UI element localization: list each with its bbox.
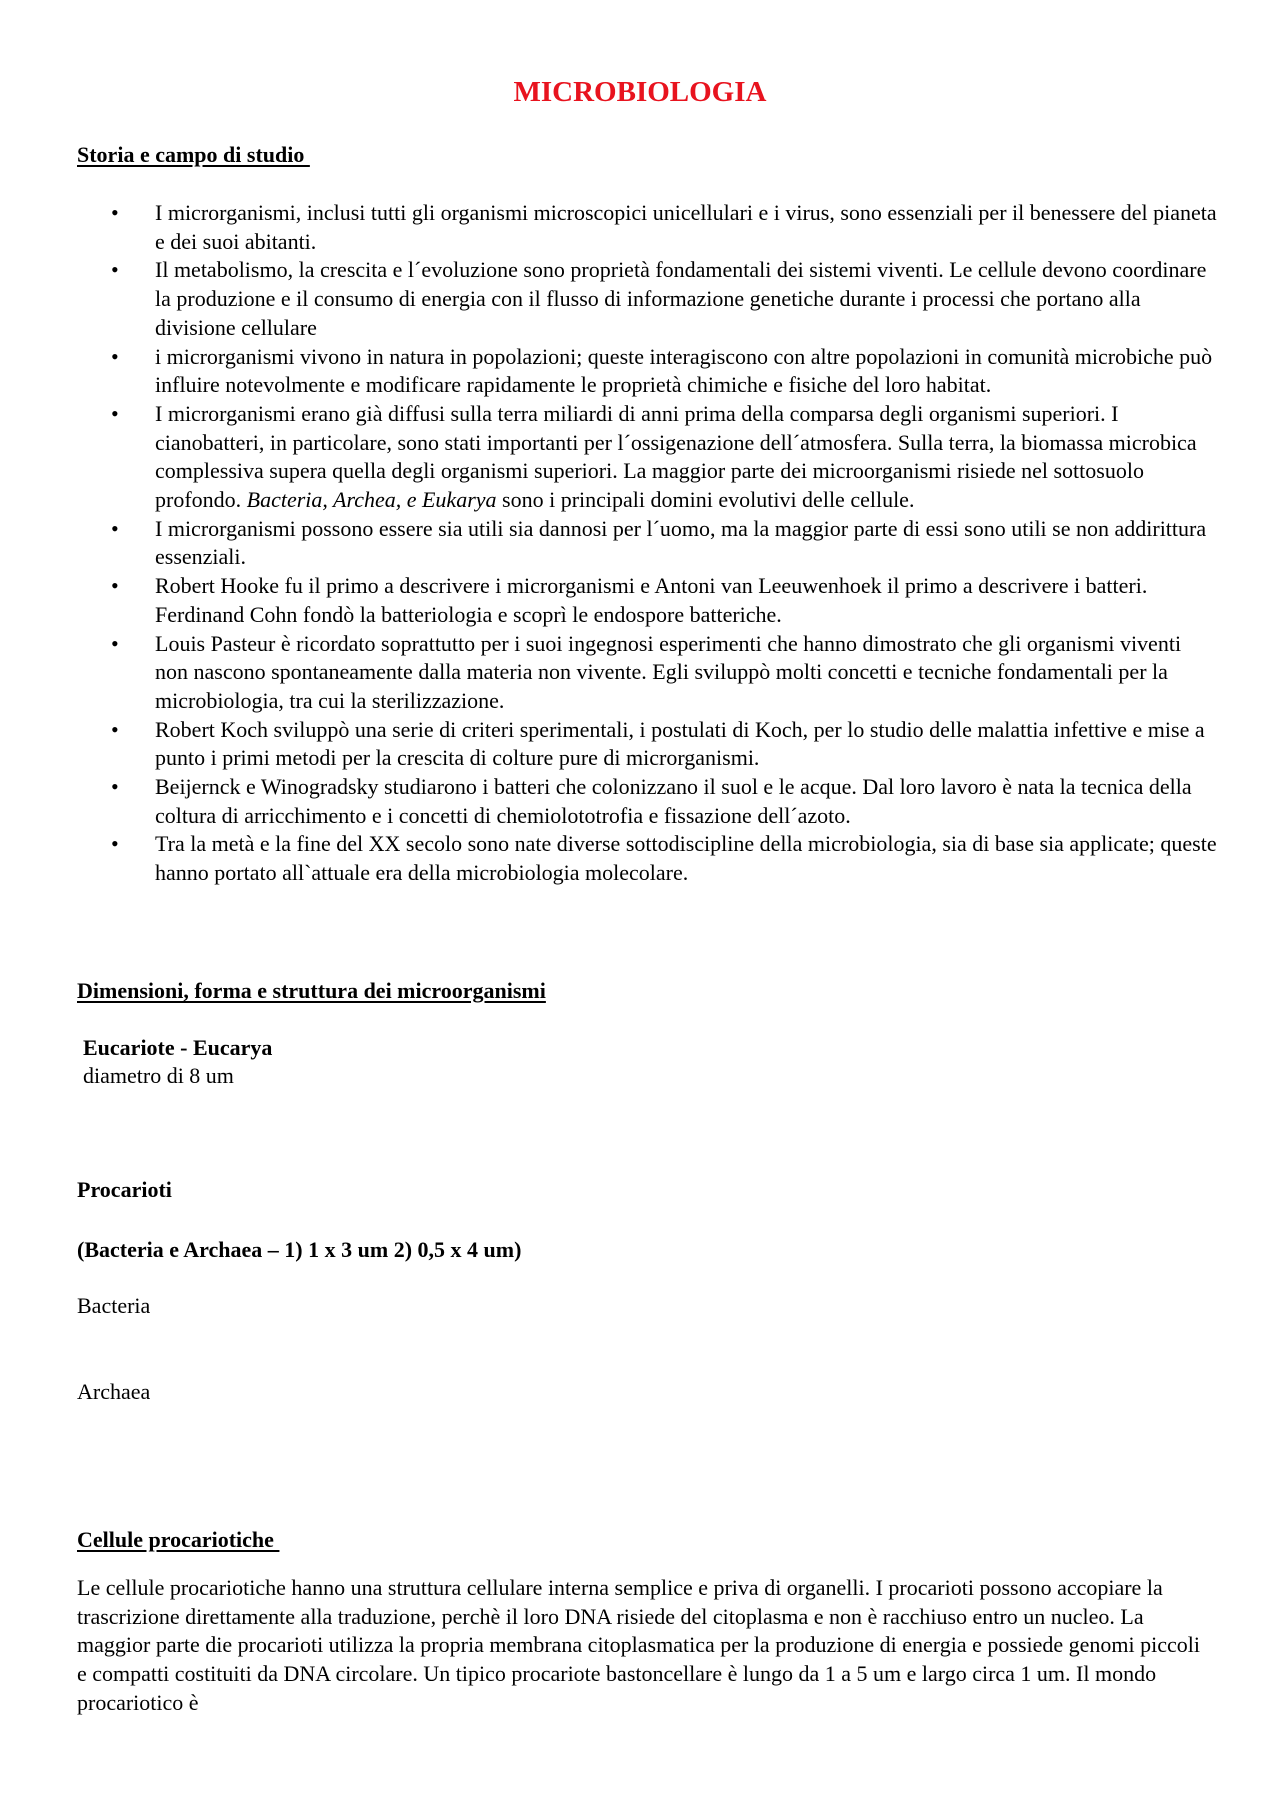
section-heading-storia: Storia e campo di studio <box>77 142 310 167</box>
list-item-text: Robert Koch sviluppò una serie di criteri sperimentali, i postulati di Koch, per lo studio delle malattia infettive e mise a punto i primi metodi per la crescita di colture pure di microrganismi. <box>155 716 1205 771</box>
list-item-text-part: I microrganismi erano già diffusi sulla terra miliardi di anni prima della comparsa degli organismi superiori. I cianobatteri, in particolare, sono stati importanti per l´ossigenazione dell´atmosfera. Sulla terra, la biomassa microbica complessiva supera quella degli organismi superiori. La maggior parte dei microorganismi risiede nel sottosuolo profondo. <box>155 400 1197 513</box>
list-item <box>0 515 1217 572</box>
list-item <box>0 830 1217 887</box>
bullet-icon: • <box>111 343 119 369</box>
list-item-text-part: sono i principali domini evolutivi delle cellule. <box>496 487 915 513</box>
list-item-text: Beijernck e Winogradsky studiarono i batteri che colonizzano il suol e le acque. Dal loro lavoro è nata la tecnica della coltura di arricchimento e i concetti di chemiolototrofia e fissazione dell´azoto. <box>155 774 1192 828</box>
eukaryote-label: Eucariote - Eucarya <box>83 1035 273 1060</box>
list-item-text: I microrganismi possono essere sia utili sia dannosi per l´uomo, ma la maggior parte di essi sono utili se non addirittura essenziali. <box>155 515 1207 570</box>
bullet-icon: • <box>111 573 119 599</box>
list-item <box>0 716 1217 773</box>
bullet-icon: • <box>111 831 119 857</box>
bullet-icon: • <box>111 515 119 541</box>
list-item-text: Robert Hooke fu il primo a descrivere i microrganismi e Antoni van Leeuwenhoek il primo a descrivere i batteri. Ferdinand Cohn fondò la batteriologia e scoprì le endospore batteriche. <box>155 573 1148 627</box>
list-item-text <box>155 400 1217 515</box>
bullet-icon: • <box>111 200 119 225</box>
bullet-icon: • <box>111 400 119 426</box>
list-item-text: I microrganismi, inclusi tutti gli organismi microscopici unicellulari e i virus, sono essenziali per il benessere del pianeta e dei suoi abitanti. <box>155 200 1217 254</box>
list-item <box>0 773 1217 830</box>
bacteria-label: Bacteria <box>77 1293 151 1318</box>
section-heading-dimensioni: Dimensioni, forma e struttura dei microorganismi <box>77 978 546 1003</box>
list-item <box>0 343 1217 400</box>
prokaryote-sizes: (Bacteria e Archaea – 1) 1 x 3 um 2) 0,5 x 4 um) <box>77 1237 522 1262</box>
list-item <box>0 199 1217 256</box>
history-bullet-list <box>0 199 1280 888</box>
domain-names-italic: Bacteria, Archea, e Eukarya <box>246 487 497 513</box>
document-title: MICROBIOLOGIA <box>513 76 767 108</box>
list-item <box>0 572 1217 629</box>
bullet-icon: • <box>111 257 119 283</box>
list-item <box>0 630 1217 716</box>
prokaryote-label: Procarioti <box>77 1177 172 1202</box>
archaea-label: Archaea <box>77 1379 151 1404</box>
eukaryote-size: diametro di 8 um <box>83 1063 234 1088</box>
bullet-icon: • <box>111 716 119 742</box>
bullet-icon: • <box>111 630 119 656</box>
list-item-text: i microrganismi vivono in natura in popolazioni; queste interagiscono con altre popolazioni in comunità microbiche può influire notevolmente e modificare rapidamente le proprietà chimiche e fisiche del loro habitat. <box>155 343 1213 398</box>
bullet-icon: • <box>111 774 119 800</box>
section-heading-cellule: Cellule procariotiche <box>77 1527 280 1552</box>
list-item <box>0 256 1217 342</box>
list-item-text: Il metabolismo, la crescita e l´evoluzione sono proprietà fondamentali dei sistemi viventi. Le cellule devono coordinare la produzione e il consumo di energia con il flusso di informazione genetiche durante i processi che portano alla divisione cellulare <box>155 257 1207 340</box>
procaryotic-paragraph: Le cellule procariotiche hanno una struttura cellulare interna semplice e priva di organelli. I procarioti possono accopiare la trascrizione direttamente alla traduzione, perchè il loro DNA risiede del citoplasma e non è racchiuso entro un nucleo. La maggior parte die procarioti utilizza la propria membrana citoplasmatica per la produzione di energia e possiede genomi piccoli e compatti costituiti da DNA circolare. Un tipico procariote bastoncellare è lungo da 1 a 5 um e largo circa 1 um. Il mondo procariotico è <box>77 1575 1200 1715</box>
list-item-text: Tra la metà e la fine del XX secolo sono nate diverse sottodiscipline della microbiologia, sia di base sia applicate; queste hanno portato all`attuale era della microbiologia molecolare. <box>155 831 1217 886</box>
list-item-text: Louis Pasteur è ricordato soprattutto per i suoi ingegnosi esperimenti che hanno dimostrato che gli organismi viventi non nascono spontaneamente dalla materia non vivente. Egli sviluppò molti concetti e tecniche fondamentali per la microbiologia, tra cui la sterilizzazione. <box>155 630 1182 713</box>
list-item <box>0 400 1217 515</box>
